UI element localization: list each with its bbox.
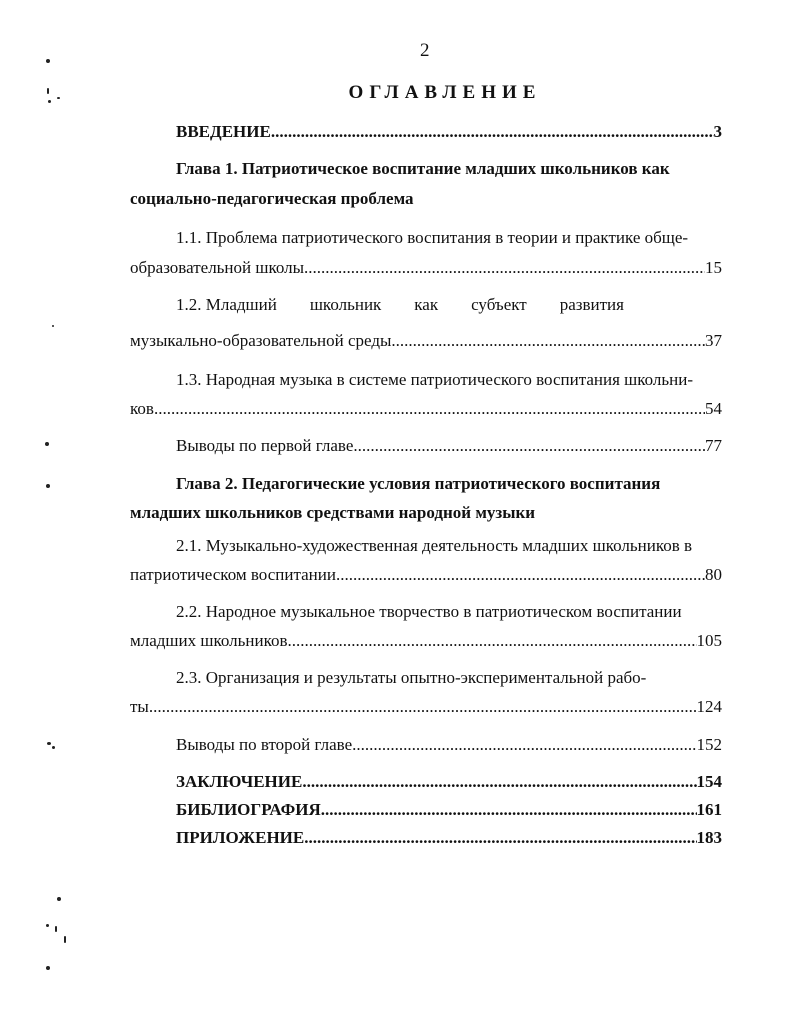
toc-entry-title: БИБЛИОГРАФИЯ bbox=[176, 800, 321, 819]
toc-entry-2-2[interactable] bbox=[130, 631, 722, 651]
page-number: 2 bbox=[420, 40, 430, 61]
toc-entry-2-3[interactable] bbox=[130, 697, 722, 717]
word: 1.2. Младший bbox=[176, 295, 277, 314]
toc-entry-1-2[interactable] bbox=[130, 331, 722, 351]
speck bbox=[64, 936, 66, 943]
toc-entry-page: 183 bbox=[696, 828, 722, 847]
word: как bbox=[414, 295, 439, 314]
leader-dots bbox=[353, 436, 705, 456]
speck bbox=[57, 97, 60, 99]
toc-entry-page: 152 bbox=[696, 735, 722, 754]
leader-dots bbox=[271, 122, 714, 142]
word: школьник bbox=[309, 295, 382, 314]
toc-entry-title: ков bbox=[130, 399, 154, 418]
section-2-1-line-1: 2.1. Музыкально-художественная деятельность младших школьников в bbox=[176, 536, 693, 555]
speck bbox=[47, 742, 51, 745]
toc-entry-title: образовательной школы bbox=[130, 258, 305, 277]
toc-entry-appendix[interactable] bbox=[176, 828, 722, 848]
speck bbox=[55, 926, 57, 932]
toc-entry-page: 124 bbox=[696, 697, 722, 716]
toc-entry-page: 161 bbox=[696, 800, 722, 819]
toc-entry-title: ты bbox=[130, 697, 149, 716]
toc-entry-title: музыкально-образовательной среды bbox=[130, 331, 392, 350]
toc-entry-title: ЗАКЛЮЧЕНИЕ bbox=[176, 772, 303, 791]
speck bbox=[46, 966, 50, 970]
toc-entry-1-1[interactable] bbox=[130, 258, 722, 278]
section-1-3-line-1: 1.3. Народная музыка в системе патриотического воспитания школьни- bbox=[176, 370, 694, 389]
chapter-2-title-line-1: Глава 2. Педагогические условия патриотического воспитания bbox=[176, 474, 661, 493]
leader-dots bbox=[321, 800, 697, 820]
speck bbox=[46, 924, 49, 927]
leader-dots bbox=[391, 331, 705, 351]
toc-heading: ОГЛАВЛЕНИЕ bbox=[348, 82, 542, 103]
word: развития bbox=[559, 295, 624, 314]
speck bbox=[47, 88, 49, 94]
toc-entry-page: 54 bbox=[705, 399, 722, 418]
toc-entry-title: Выводы по второй главе bbox=[176, 735, 353, 754]
toc-entry-page: 105 bbox=[696, 631, 722, 650]
chapter-2-title-line-2: младших школьников средствами народной музыки bbox=[130, 503, 536, 522]
word: субъект bbox=[471, 295, 527, 314]
chapter-1-title-line-2: социально-педагогическая проблема bbox=[130, 189, 414, 208]
speck bbox=[45, 442, 49, 446]
toc-entry-title: патриотическом воспитании bbox=[130, 565, 336, 584]
toc-entry-title: ПРИЛОЖЕНИЕ bbox=[176, 828, 305, 847]
toc-entry-conclusions-1[interactable] bbox=[176, 436, 722, 456]
leader-dots bbox=[302, 772, 696, 792]
speck bbox=[57, 897, 61, 901]
toc-entry-page: 80 bbox=[705, 565, 722, 584]
toc-entry-bibliography[interactable] bbox=[176, 800, 722, 820]
toc-entry-title: ВВЕДЕНИЕ bbox=[176, 122, 271, 141]
toc-entry-title: Выводы по первой главе bbox=[176, 436, 354, 455]
toc-entry-intro[interactable] bbox=[176, 122, 722, 142]
leader-dots bbox=[288, 631, 697, 651]
toc-entry-page: 37 bbox=[705, 331, 722, 350]
leader-dots bbox=[336, 565, 705, 585]
speck bbox=[52, 746, 55, 749]
speck bbox=[48, 100, 51, 103]
section-2-2-line-1: 2.2. Народное музыкальное творчество в патриотическом воспитании bbox=[176, 602, 682, 621]
toc-entry-page: 154 bbox=[696, 772, 722, 791]
toc-entry-page: 3 bbox=[713, 122, 722, 141]
toc-entry-conclusions-2[interactable] bbox=[176, 735, 722, 755]
speck bbox=[46, 484, 50, 488]
toc-entry-1-3[interactable] bbox=[130, 399, 722, 419]
leader-dots bbox=[352, 735, 696, 755]
section-1-1-line-1: 1.1. Проблема патриотического воспитания в теории и практике обще- bbox=[176, 228, 689, 247]
toc-entry-conclusion[interactable] bbox=[176, 772, 722, 792]
section-2-3-line-1: 2.3. Организация и результаты опытно-экспериментальной рабо- bbox=[176, 668, 647, 687]
speck bbox=[46, 59, 50, 63]
toc-entry-page: 77 bbox=[705, 436, 722, 455]
speck bbox=[52, 325, 54, 327]
leader-dots bbox=[154, 399, 705, 419]
leader-dots bbox=[304, 828, 696, 848]
toc-entry-title: младших школьников bbox=[130, 631, 288, 650]
chapter-1-title-line-1: Глава 1. Патриотическое воспитание младших школьников как bbox=[176, 159, 670, 178]
toc-entry-page: 15 bbox=[705, 258, 722, 277]
toc-entry-2-1[interactable] bbox=[130, 565, 722, 585]
leader-dots bbox=[149, 697, 697, 717]
leader-dots bbox=[304, 258, 705, 278]
section-1-2-line-1 bbox=[176, 295, 624, 315]
